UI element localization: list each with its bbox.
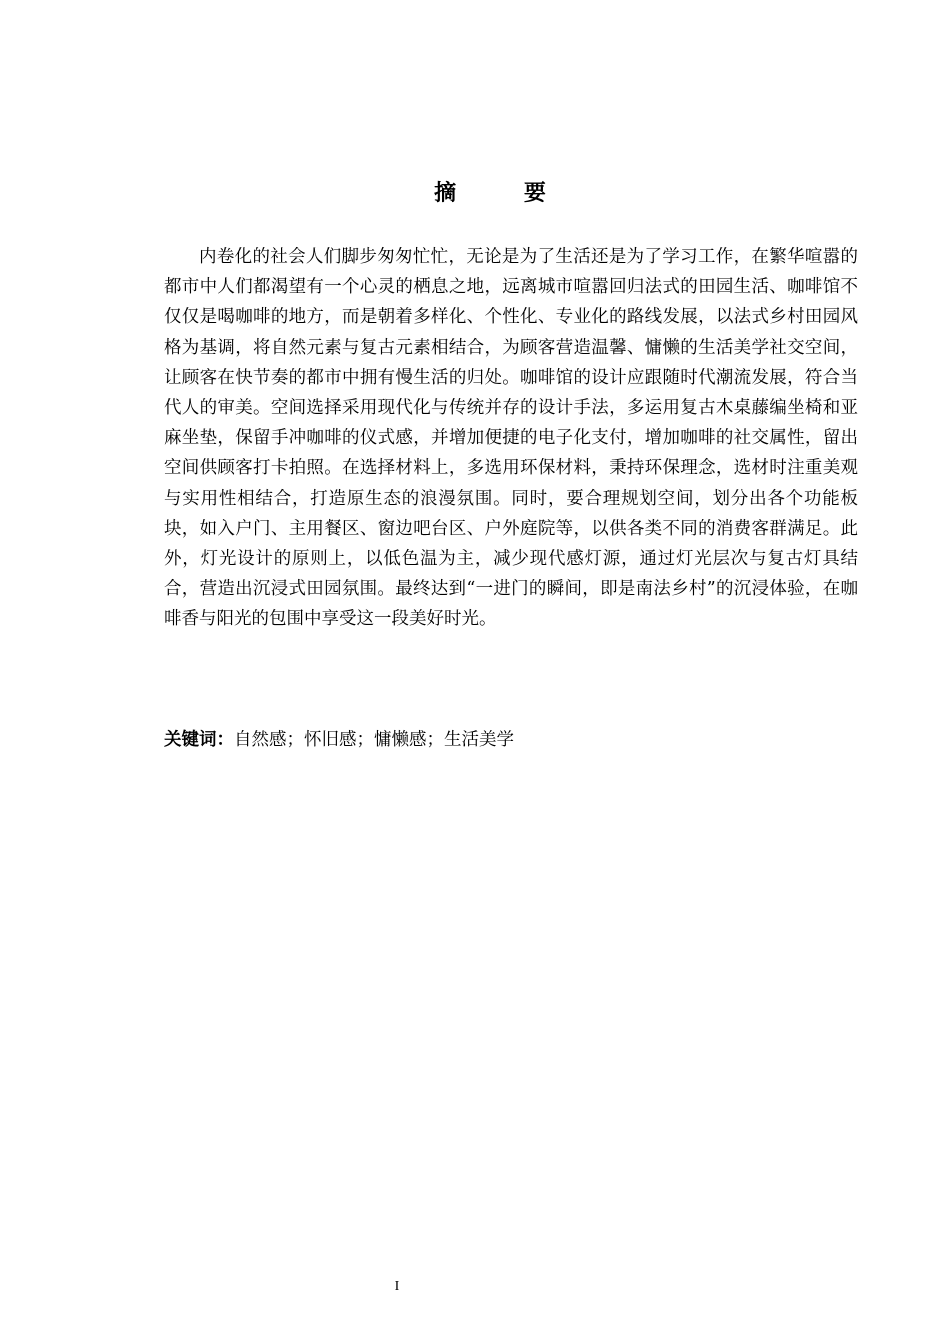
abstract-title: 摘 要: [434, 181, 576, 206]
abstract-paragraph: 内卷化的社会人们脚步匆匆忙忙，无论是为了生活还是为了学习工作，在繁华喧嚣的都市中人们都渴望有一个心灵的栖息之地，远离城市喧嚣回归法式的田园生活、咖啡馆不仅仅是喝咖啡的地方，而是朝着多样化、个性化、专业化的路线发展，以法式乡村田园风格为基调，将自然元素与复古元素相结合，为顾客营造温馨、慵懒的生活美学社交空间，让顾客在快节奏的都市中拥有慢生活的归处。咖啡馆的设计应跟随时代潮流发展，符合当代人的审美。空间选择采用现代化与传统并存的设计手法，多运用复古木桌藤编坐椅和亚麻坐垫，保留手冲咖啡的仪式感，并增加便捷的电子化支付，增加咖啡的社交属性，留出空间供顾客打卡拍照。在选择材料上，多选用环保材料，秉持环保理念，选材时注重美观与实用性相结合，打造原生态的浪漫氛围。同时，要合理规划空间，划分出各个功能板块，如入户门、主用餐区、窗边吧台区、户外庭院等，以供各类不同的消费客群满足。此外，灯光设计的原则上，以低色温为主，减少现代感灯源，通过灯光层次与复古灯具结合，营造出沉浸式田园氛围。最终达到“一进门的瞬间，即是南法乡村”的沉浸体验，在咖啡香与阳光的包围中享受这一段美好时光。: [164, 247, 858, 630]
page-number: I: [394, 1279, 400, 1294]
keywords-text: 自然感；怀旧感；慵懒感；生活美学: [234, 730, 514, 750]
keywords-line: [164, 727, 514, 753]
keywords-label: 关键词：: [164, 730, 234, 750]
